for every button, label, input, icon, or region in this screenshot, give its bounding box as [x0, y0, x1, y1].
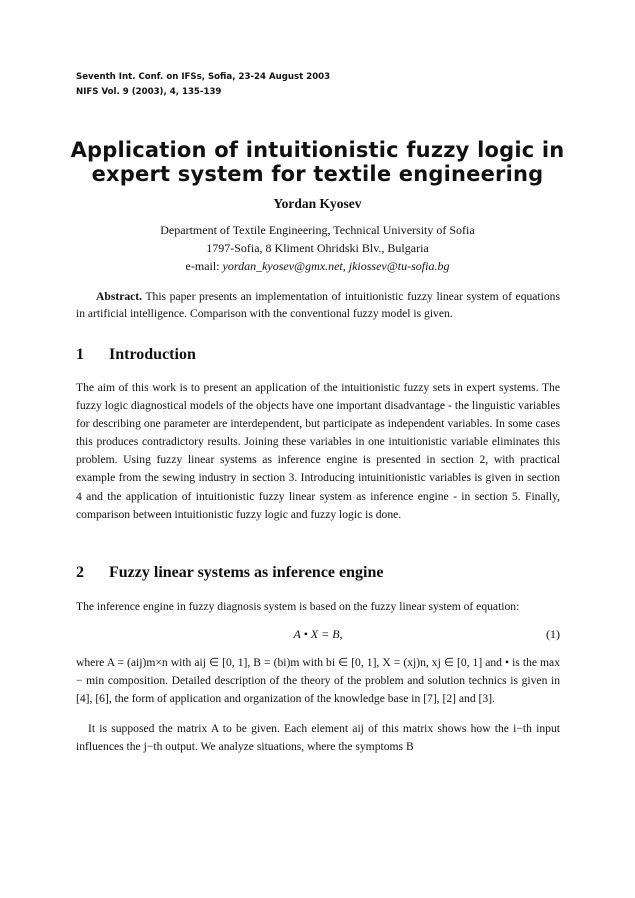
conference-line: Seventh Int. Conf. on IFSs, Sofia, 23-24 August 2003 [76, 72, 331, 82]
section-number: 1 [76, 346, 84, 363]
matrix-paragraph: It is supposed the matrix A to be given. Each element aij of this matrix shows how the i−th input influences the j−th output. We analyze situations, where the symptoms B [76, 722, 560, 754]
section-heading-fuzzy-linear [76, 564, 383, 582]
paper-title [40, 138, 595, 186]
journal-line: NIFS Vol. 9 (2003), 4, 135-139 [76, 87, 222, 97]
introduction-paragraph: The aim of this work is to present an application of the intuitionistic fuzzy sets in expert systems. The fuzzy logic diagnostical models of the objects have one important disadvantage - the linguistic variables for describing one parameter are interdependent, but participate as independent variables. In some cases this produces contradictory results. Joining these variables in one intuitionistic variable eliminates this problem. Using fuzzy linear systems as inference engine is presented in section 2, with practical example from the sewing industry in section 3. Introducing intuinitionistic variables is given in section 4 and the application of intuitionistic fuzzy linear system as inference engine - in section 5. Finally, comparison between intuitionistic fuzzy logic and fuzzy logic is done. [76, 381, 560, 521]
equation-explanation-paragraph: where A = (aij)m×n with aij ∈ [0, 1], B = (bi)m with bi ∈ [0, 1], X = (xj)n, xj ∈ [0, 1] and • is the max − min composition. Detailed description of the theory of the problem and solution technics is given in [4], [6], the form of application and organization of the knowledge base in [7], [2] and [3]. [76, 656, 560, 706]
equation-number: (1) [546, 627, 560, 641]
section-number: 2 [76, 564, 84, 581]
conference-header [76, 70, 330, 100]
affiliation [0, 221, 635, 275]
equation-body: A • X = B, [293, 627, 343, 641]
email-value: yordan_kyosev@gmx.net, jkiossev@tu-sofia.bg [222, 259, 450, 273]
section-heading-introduction [76, 346, 196, 364]
title-line-1: Application of intuitionistic fuzzy logic in [70, 138, 565, 162]
abstract-text: This paper presents an implementation of intuitionistic fuzzy linear system of equations in artificial intelligence. Comparison with the conventional fuzzy model is given. [76, 290, 560, 320]
affiliation-department: Department of Textile Engineering, Technical University of Sofia [160, 223, 475, 237]
affiliation-address: 1797-Sofia, 8 Kliment Ohridski Blv., Bulgaria [206, 241, 429, 255]
section-title: Introduction [109, 346, 196, 363]
title-line-2: expert system for textile engineering [91, 162, 544, 186]
abstract-label: Abstract. [96, 290, 143, 303]
author-name: Yordan Kyosev [273, 196, 362, 211]
section-2-intro-paragraph: The inference engine in fuzzy diagnosis system is based on the fuzzy linear system of equation: [76, 600, 520, 613]
affiliation-email [0, 257, 635, 275]
abstract [76, 288, 560, 322]
email-label: e-mail: [185, 259, 220, 273]
section-title: Fuzzy linear systems as inference engine [109, 564, 384, 581]
